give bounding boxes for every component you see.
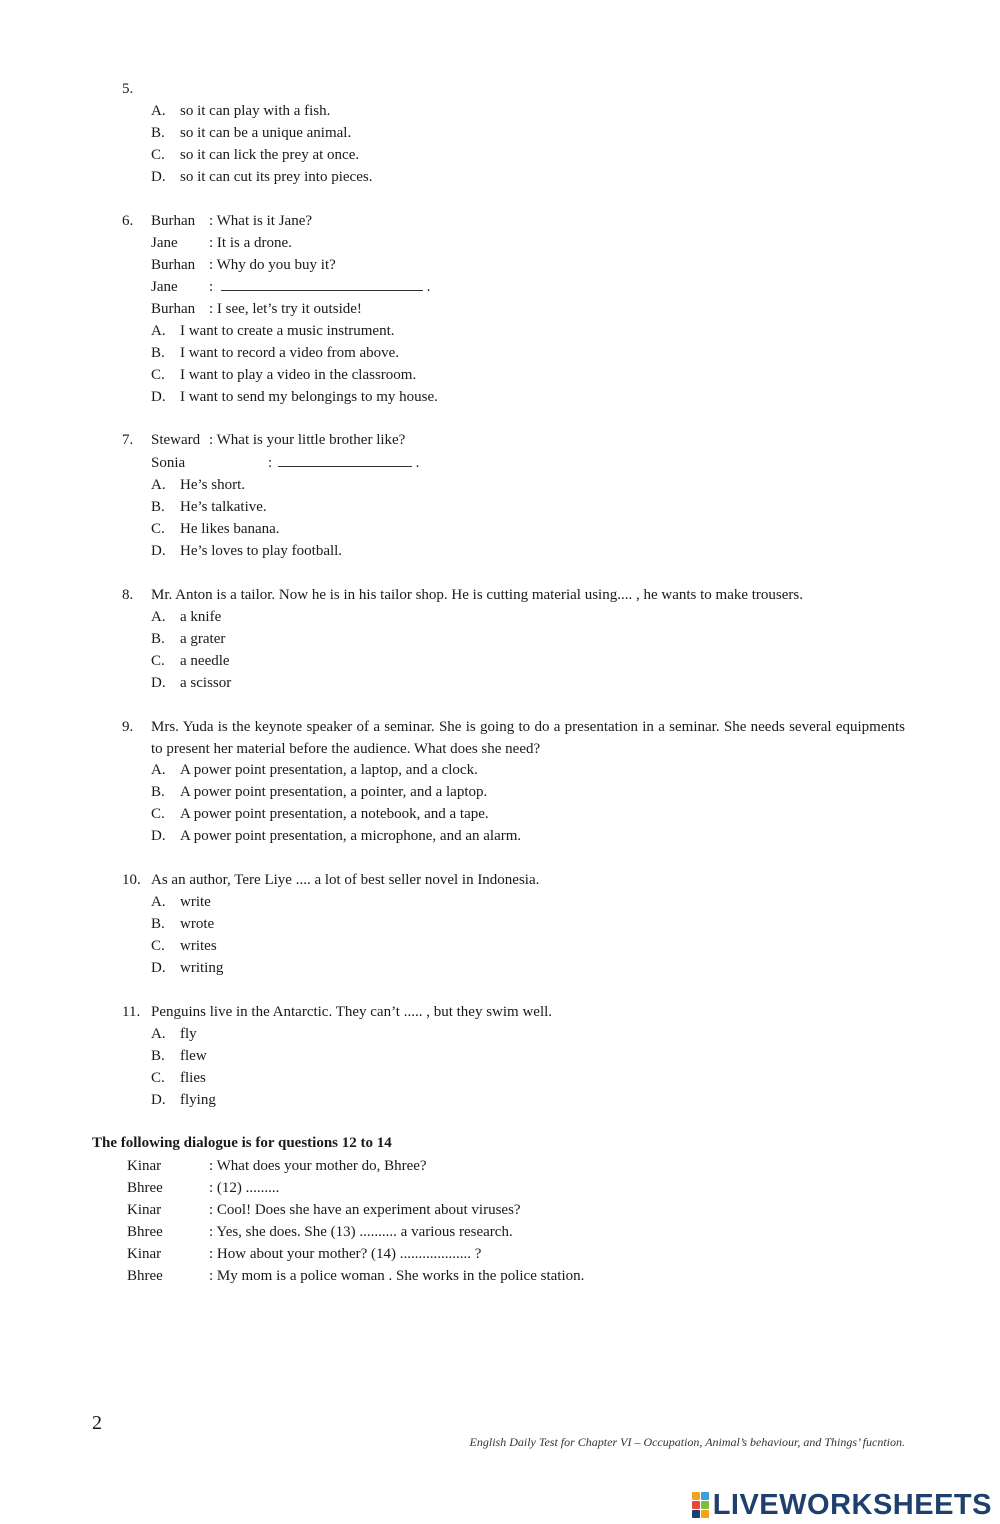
q7-option-a-text: He’s short. <box>180 477 245 493</box>
q9-option-c-text: A power point presentation, a notebook, and a tape. <box>180 806 489 822</box>
dialogue-text: : What is it Jane? <box>209 213 313 229</box>
q7-option-b-letter: B. <box>151 499 165 515</box>
dialogue-text: : Cool! Does she have an experiment about viruses? <box>209 1202 521 1218</box>
q10-option-b-text: wrote <box>180 916 215 932</box>
q6-dialogue-line <box>151 234 292 252</box>
question-11-text: Penguins live in the Antarctic. They can’t ..... , but they swim well. <box>151 1004 553 1020</box>
q10-option-d-letter: D. <box>151 960 166 976</box>
mark-square <box>692 1492 700 1500</box>
question-11-number: 11. <box>122 1004 141 1020</box>
q11-option-b-letter: B. <box>151 1048 165 1064</box>
page-number: 2 <box>92 1412 102 1434</box>
blank-terminator: . <box>411 455 420 471</box>
q7-option-c-text: He likes banana. <box>180 521 280 537</box>
q11-option-d-text: flying <box>180 1092 216 1108</box>
dialogue-speaker: Steward <box>151 432 201 448</box>
q10-option-c-letter: C. <box>151 938 165 954</box>
q10-option-a-text: write <box>180 894 211 910</box>
q9-option-b-text: A power point presentation, a pointer, and a laptop. <box>180 784 488 800</box>
q7-dialogue-line <box>151 454 419 472</box>
question-7-number: 7. <box>122 432 134 448</box>
q11-option-d-letter: D. <box>151 1092 166 1108</box>
logo-text: LIVEWORKSHEETS <box>712 1488 992 1521</box>
q9-option-b-letter: B. <box>151 784 165 800</box>
q7-option-b-text: He’s talkative. <box>180 499 267 515</box>
dialogue-speaker: Bhree <box>127 1224 163 1240</box>
q6-dialogue-line <box>151 256 336 274</box>
q9-option-d-text: A power point presentation, a microphone, and an alarm. <box>180 828 522 844</box>
q10-option-d-text: writing <box>180 960 224 976</box>
q5-option-d-text: so it can cut its prey into pieces. <box>180 169 373 185</box>
dialogue-text: : It is a drone. <box>209 235 292 251</box>
q11-option-c-letter: C. <box>151 1070 165 1086</box>
dialogue-speaker: Kinar <box>127 1158 162 1174</box>
dialogue-speaker: Bhree <box>127 1268 163 1284</box>
q6-dialogue-line <box>151 300 362 318</box>
q9-option-d-letter: D. <box>151 828 166 844</box>
question-10-number: 10. <box>122 872 141 888</box>
q10-option-a-letter: A. <box>151 894 166 910</box>
question-9-text: Mrs. Yuda is the keynote speaker of a seminar. She is going to do a presentation in a seminar. She needs several equipments to present her material before the audience. What does she need? <box>151 719 905 757</box>
q6-option-c-letter: C. <box>151 367 165 383</box>
liveworksheets-mark-icon <box>692 1492 709 1518</box>
q6-option-d-text: I want to send my belongings to my house. <box>180 389 438 405</box>
dialogue-text: : My mom is a police woman . She works in the police station. <box>209 1268 585 1284</box>
answer-blank[interactable] <box>221 278 423 291</box>
dialogue-speaker: Kinar <box>127 1246 162 1262</box>
q8-option-a-text: a knife <box>180 609 222 625</box>
q5-option-c-text: so it can lick the prey at once. <box>180 147 360 163</box>
dialogue-text: : How about your mother? (14) ................... ? <box>209 1246 482 1262</box>
q5-option-c-letter: C. <box>151 147 165 163</box>
q9-option-a-text: A power point presentation, a laptop, and a clock. <box>180 762 478 778</box>
question-10-text: As an author, Tere Liye .... a lot of best seller novel in Indonesia. <box>151 872 540 888</box>
question-5-number: 5. <box>122 81 134 97</box>
dialogue-speaker: Jane <box>151 235 178 251</box>
dialogue-text: : Why do you buy it? <box>209 257 336 273</box>
q7-option-c-letter: C. <box>151 521 165 537</box>
q7-option-d-text: He’s loves to play football. <box>180 543 343 559</box>
q5-option-a-letter: A. <box>151 103 166 119</box>
dialogue-text: : What does your mother do, Bhree? <box>209 1158 427 1174</box>
q5-option-a-text: so it can play with a fish. <box>180 103 331 119</box>
q6-option-b-letter: B. <box>151 345 165 361</box>
q8-option-b-text: a grater <box>180 631 226 647</box>
q11-option-a-letter: A. <box>151 1026 166 1042</box>
q6-option-d-letter: D. <box>151 389 166 405</box>
dialogue-text: : I see, let’s try it outside! <box>209 301 362 317</box>
dialogue-text: : (12) ......... <box>209 1180 280 1196</box>
mark-square <box>701 1501 709 1509</box>
q5-option-b-letter: B. <box>151 125 165 141</box>
mark-square <box>701 1492 709 1500</box>
blank-terminator: . <box>422 279 431 295</box>
q8-option-c-text: a needle <box>180 653 230 669</box>
q5-option-b-text: so it can be a unique animal. <box>180 125 352 141</box>
q7-option-a-letter: A. <box>151 477 166 493</box>
q10-option-c-text: writes <box>180 938 217 954</box>
dialogue-text: : <box>268 455 273 471</box>
q7-dialogue-line <box>151 431 405 449</box>
section-heading: The following dialogue is for questions 12 to 14 <box>92 1135 392 1151</box>
dialogue-text: : Yes, she does. She (13) .......... a various research. <box>209 1224 513 1240</box>
dialogue-speaker: Burhan <box>151 301 196 317</box>
liveworksheets-logo[interactable] <box>692 1488 992 1522</box>
q6-dialogue-line <box>151 212 312 230</box>
dialogue-speaker: Jane <box>151 279 178 295</box>
question-8-text: Mr. Anton is a tailor. Now he is in his tailor shop. He is cutting material using.... , he wants to make trousers. <box>151 587 804 603</box>
question-6-number: 6. <box>122 213 134 229</box>
q6-dialogue-line <box>151 278 430 296</box>
q11-option-c-text: flies <box>180 1070 206 1086</box>
q8-option-a-letter: A. <box>151 609 166 625</box>
mark-square <box>692 1510 700 1518</box>
q9-option-a-letter: A. <box>151 762 166 778</box>
q6-option-b-text: I want to record a video from above. <box>180 345 400 361</box>
dialogue-text: : <box>209 279 214 295</box>
q6-option-a-text: I want to create a music instrument. <box>180 323 395 339</box>
dialogue-text: : What is your little brother like? <box>209 432 406 448</box>
footer-note: English Daily Test for Chapter VI – Occupation, Animal’s behaviour, and Things’ fucntion. <box>469 1435 905 1449</box>
q6-option-c-text: I want to play a video in the classroom. <box>180 367 417 383</box>
mark-square <box>701 1510 709 1518</box>
dialogue-speaker: Sonia <box>151 455 186 471</box>
dialogue-speaker: Bhree <box>127 1180 163 1196</box>
q9-option-c-letter: C. <box>151 806 165 822</box>
dialogue-speaker: Burhan <box>151 213 196 229</box>
mark-square <box>692 1501 700 1509</box>
q8-option-d-letter: D. <box>151 675 166 691</box>
dialogue-speaker: Burhan <box>151 257 196 273</box>
q8-option-b-letter: B. <box>151 631 165 647</box>
q6-option-a-letter: A. <box>151 323 166 339</box>
answer-blank[interactable] <box>278 454 412 467</box>
question-8-number: 8. <box>122 587 134 603</box>
q10-option-b-letter: B. <box>151 916 165 932</box>
q8-option-c-letter: C. <box>151 653 165 669</box>
dialogue-speaker: Kinar <box>127 1202 162 1218</box>
question-9-number: 9. <box>122 719 134 735</box>
q8-option-d-text: a scissor <box>180 675 232 691</box>
q5-option-d-letter: D. <box>151 169 166 185</box>
q7-option-d-letter: D. <box>151 543 166 559</box>
q11-option-a-text: fly <box>180 1026 197 1042</box>
q11-option-b-text: flew <box>180 1048 207 1064</box>
